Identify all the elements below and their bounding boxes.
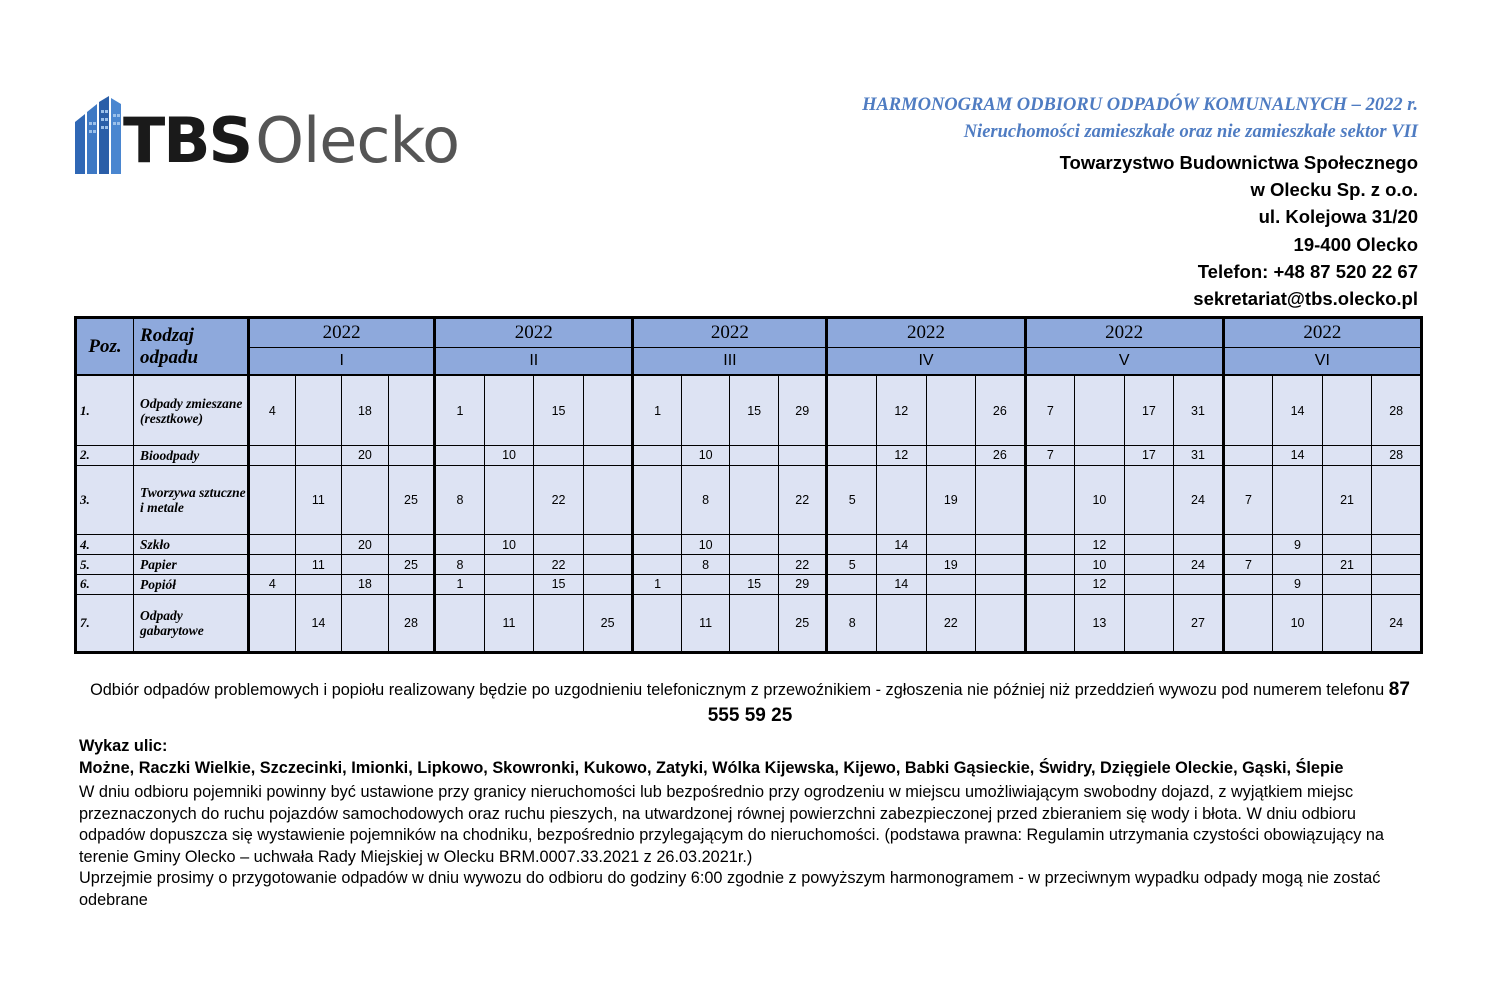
collection-date-cell: 14 [1273,375,1323,445]
collection-date-cell: 7 [1223,555,1273,575]
collection-date-cell [249,555,296,575]
collection-date-cell: 9 [1273,574,1323,594]
collection-date-cell [1322,535,1372,555]
table-row [76,574,1422,594]
collection-date-cell [633,594,682,652]
month-header: VI [1223,348,1421,376]
collection-date-cell [1124,555,1174,575]
collection-date-cell [730,555,779,575]
collection-date-cell: 14 [295,594,342,652]
collection-date-cell: 1 [633,375,682,445]
streets-heading: Wykaz ulic: [79,737,168,755]
table-row [76,555,1422,575]
row-number: 4. [76,535,134,555]
waste-type-name: Odpady zmieszane (resztkowe) [134,375,249,445]
collection-date-cell: 25 [388,465,435,535]
collection-date-cell: 18 [342,574,389,594]
collection-date-cell [633,555,682,575]
collection-date-cell [342,555,389,575]
collection-date-cell [342,465,389,535]
collection-date-cell [583,465,633,535]
collection-date-cell [1322,594,1372,652]
collection-rules [79,782,1409,912]
collection-date-cell [827,535,877,555]
collection-date-cell [976,535,1026,555]
schedule-title-line1: HARMONOGRAM ODBIORU ODPADÓW KOMUNALNYCH – 2022 r. [862,95,1418,115]
collection-date-cell: 22 [778,465,827,535]
collection-date-cell [1124,594,1174,652]
rules-paragraph-1: W dniu odbioru pojemniki powinny być ustawione przy granicy nieruchomości lub bezpośrednio przy ogrodzeniu w miejscu umożliwiającym swobodny dojazd, z wyjątkiem miejsc przeznaczonych do ruchu pojazdów samochodowych oraz ruchu pieszych, na utwardzonej równej powierzchni zabezpieczonej przed zbieraniem się wody i błota. W dniu odbioru odpadów dopuszcza się wystawienie pojemników na chodniku, bezpośrednio przylegającym do nieruchomości. (podstawa prawna: Regulamin utrzymania czystości obowiązujący na terenie Gminy Olecko – uchwała Rady Miejskiej w Olecku BRM.0007.33.2021 z 26.03.2021r.) [79,783,1384,866]
collection-date-cell [435,535,485,555]
collection-date-cell [633,535,682,555]
collection-date-cell: 31 [1174,375,1224,445]
collection-date-cell [730,535,779,555]
table-row [76,535,1422,555]
collection-date-cell [926,574,976,594]
collection-date-cell [877,594,927,652]
waste-type-name: Bioodpady [134,445,249,465]
collection-date-cell: 11 [681,594,730,652]
table-row [76,465,1422,535]
collection-date-cell: 19 [926,465,976,535]
table-row [76,445,1422,465]
poz-column-header: Poz. [76,318,134,376]
collection-date-cell [484,465,534,535]
collection-date-cell [1273,465,1323,535]
collection-date-cell [1322,375,1372,445]
collection-date-cell: 10 [681,535,730,555]
collection-date-cell: 11 [295,555,342,575]
collection-date-cell: 19 [926,555,976,575]
collection-date-cell [295,535,342,555]
waste-type-name: Papier [134,555,249,575]
collection-date-cell: 4 [249,574,296,594]
collection-date-cell [484,375,534,445]
collection-date-cell [484,574,534,594]
collection-date-cell: 25 [583,594,633,652]
collection-date-cell [827,375,877,445]
collection-date-cell: 22 [778,555,827,575]
collection-date-cell [681,375,730,445]
collection-date-cell [1124,574,1174,594]
collection-date-cell: 27 [1174,594,1224,652]
collection-date-cell [1372,535,1422,555]
collection-date-cell: 5 [827,465,877,535]
collection-date-cell [388,375,435,445]
collection-date-cell [926,445,976,465]
waste-type-name: Szkło [134,535,249,555]
collection-date-cell [1223,594,1273,652]
collection-date-cell: 10 [484,535,534,555]
month-header: V [1025,348,1223,376]
collection-date-cell [1174,535,1224,555]
collection-date-cell: 22 [926,594,976,652]
collection-date-cell [827,574,877,594]
collection-date-cell: 24 [1174,465,1224,535]
tbs-logo [75,92,460,177]
collection-date-cell [388,445,435,465]
rules-paragraph-2: Uprzejmie prosimy o przygotowanie odpadów w dniu wywozu do odbioru do godziny 6:00 zgodnie z powyższym harmonogramem - w przeciwnym wypadku odpady mogą nie zostać odebrane [79,869,1381,909]
collection-date-cell [249,535,296,555]
year-header: 2022 [1025,318,1223,348]
collection-date-cell [249,445,296,465]
collection-date-cell: 24 [1372,594,1422,652]
notice-phone: 87 555 59 25 [707,679,1410,726]
collection-date-cell: 15 [534,375,584,445]
company-phone: Telefon: +48 87 520 22 67 [1197,260,1418,282]
collection-date-cell [926,375,976,445]
schedule-title-line2: Nieruchomości zamieszkałe oraz nie zamieszkałe sektor VII [963,122,1418,142]
collection-date-cell [1223,535,1273,555]
collection-date-cell: 10 [681,445,730,465]
waste-type-column-header: Rodzaj odpadu [134,318,249,376]
company-name-line2: w Olecku Sp. z o.o. [1250,179,1418,201]
collection-date-cell [1124,535,1174,555]
collection-date-cell [295,375,342,445]
collection-date-cell: 29 [778,375,827,445]
collection-date-cell [388,574,435,594]
collection-date-cell [583,555,633,575]
collection-date-cell: 10 [1075,555,1125,575]
collection-date-cell: 10 [1273,594,1323,652]
company-name-line1: Towarzystwo Budownictwa Społecznego [1059,152,1418,173]
collection-date-cell [1025,594,1075,652]
collection-date-cell [249,465,296,535]
collection-date-cell [1025,465,1075,535]
collection-date-cell: 11 [484,594,534,652]
collection-date-cell: 15 [730,574,779,594]
company-street: ul. Kolejowa 31/20 [1258,206,1418,228]
collection-date-cell [342,594,389,652]
collection-date-cell: 14 [877,535,927,555]
collection-date-cell [1223,574,1273,594]
logo-olecko-text: Olecko [255,104,460,177]
collection-date-cell [778,535,827,555]
collection-date-cell: 17 [1124,445,1174,465]
logo-tbs-text: TBS [123,104,252,177]
collection-date-cell [534,445,584,465]
collection-date-cell: 11 [295,465,342,535]
collection-date-cell [1223,445,1273,465]
collection-date-cell: 24 [1174,555,1224,575]
collection-date-cell [534,594,584,652]
collection-date-cell: 21 [1322,555,1372,575]
collection-date-cell: 22 [534,555,584,575]
collection-date-cell [295,445,342,465]
collection-date-cell [583,535,633,555]
collection-date-cell [1273,555,1323,575]
collection-date-cell: 21 [1322,465,1372,535]
collection-date-cell: 10 [484,445,534,465]
waste-type-name: Odpady gabarytowe [134,594,249,652]
collection-date-cell: 26 [976,445,1026,465]
collection-date-cell [976,594,1026,652]
collection-date-cell [1322,574,1372,594]
collection-date-cell: 8 [827,594,877,652]
collection-date-cell: 8 [435,465,485,535]
collection-date-cell: 10 [1075,465,1125,535]
collection-date-cell: 28 [1372,375,1422,445]
building-logo-icon [75,96,121,174]
table-header-years [76,318,1422,348]
notice-text: Odbiór odpadów problemowych i popiołu realizowany będzie po uzgodnieniu telefonicznym z przewoźnikiem - zgłoszenia nie później niż przeddzień wywozu pod numerem telefonu [90,681,1385,699]
year-header: 2022 [633,318,827,348]
company-info [1060,149,1418,312]
table-row [76,375,1422,445]
collection-date-cell [633,445,682,465]
collection-date-cell [633,465,682,535]
collection-date-cell: 14 [877,574,927,594]
collection-date-cell [926,535,976,555]
row-number: 5. [76,555,134,575]
collection-date-cell: 28 [388,594,435,652]
table-header-months [76,348,1422,376]
collection-date-cell: 7 [1025,375,1075,445]
collection-date-cell: 4 [249,375,296,445]
collection-date-cell [1372,465,1422,535]
collection-date-cell [1372,574,1422,594]
collection-date-cell: 22 [534,465,584,535]
collection-date-cell [295,574,342,594]
collection-date-cell [976,465,1026,535]
month-header: IV [827,348,1025,376]
waste-type-name: Popiół [134,574,249,594]
year-header: 2022 [435,318,633,348]
row-number: 6. [76,574,134,594]
collection-date-cell: 28 [1372,445,1422,465]
collection-date-cell [877,555,927,575]
company-city: 19-400 Olecko [1293,233,1418,255]
collection-date-cell: 1 [435,574,485,594]
collection-date-cell: 13 [1075,594,1125,652]
month-header: II [435,348,633,376]
table-row [76,594,1422,652]
year-header: 2022 [249,318,435,348]
row-number: 1. [76,375,134,445]
collection-date-cell [730,594,779,652]
collection-date-cell: 15 [730,375,779,445]
collection-date-cell: 5 [827,555,877,575]
collection-date-cell: 26 [976,375,1026,445]
collection-date-cell: 31 [1174,445,1224,465]
collection-date-cell: 25 [388,555,435,575]
collection-date-cell: 20 [342,535,389,555]
collection-date-cell: 17 [1124,375,1174,445]
collection-date-cell [583,574,633,594]
row-number: 2. [76,445,134,465]
collection-date-cell [1025,535,1075,555]
row-number: 3. [76,465,134,535]
collection-date-cell: 14 [1273,445,1323,465]
schedule-title [862,92,1418,146]
collection-date-cell: 15 [534,574,584,594]
collection-date-cell [1372,555,1422,575]
collection-date-cell [1075,375,1125,445]
collection-date-cell: 12 [1075,535,1125,555]
streets-list: Możne, Raczki Wielkie, Szczecinki, Imionki, Lipkowo, Skowronki, Kukowo, Zatyki, Wólka Kijewska, Kijewo, Babki Gąsieckie, Świdry, Dzięgiele Oleckie, Gąski, Ślepie [79,759,1344,777]
collection-date-cell [1322,445,1372,465]
collection-date-cell [681,574,730,594]
collection-date-cell: 12 [877,375,927,445]
year-header: 2022 [1223,318,1421,348]
collection-date-cell [1124,465,1174,535]
row-number: 7. [76,594,134,652]
month-header: III [633,348,827,376]
collection-date-cell: 29 [778,574,827,594]
collection-date-cell [484,555,534,575]
collection-date-cell [976,555,1026,575]
collection-date-cell [1025,574,1075,594]
collection-date-cell: 7 [1025,445,1075,465]
collection-date-cell: 18 [342,375,389,445]
collection-date-cell: 12 [1075,574,1125,594]
month-header: I [249,348,435,376]
problem-waste-notice [80,677,1420,729]
collection-date-cell [388,535,435,555]
collection-date-cell [827,445,877,465]
collection-date-cell [730,445,779,465]
collection-date-cell [249,594,296,652]
collection-date-cell [583,375,633,445]
collection-date-cell: 8 [681,555,730,575]
collection-date-cell: 7 [1223,465,1273,535]
collection-date-cell [435,445,485,465]
collection-date-cell: 8 [681,465,730,535]
collection-date-cell: 1 [435,375,485,445]
company-email: sekretariat@tbs.olecko.pl [1193,288,1418,310]
collection-date-cell [534,535,584,555]
collection-date-cell: 25 [778,594,827,652]
collection-date-cell: 12 [877,445,927,465]
collection-date-cell [778,445,827,465]
waste-type-name: Tworzywa sztuczne i metale [134,465,249,535]
collection-date-cell: 9 [1273,535,1323,555]
collection-date-cell [583,445,633,465]
collection-date-cell [435,594,485,652]
collection-date-cell [976,574,1026,594]
collection-date-cell: 1 [633,574,682,594]
collection-date-cell [877,465,927,535]
collection-date-cell [1075,445,1125,465]
collection-date-cell [1223,375,1273,445]
collection-date-cell: 8 [435,555,485,575]
collection-date-cell: 20 [342,445,389,465]
collection-date-cell [1174,574,1224,594]
year-header: 2022 [827,318,1025,348]
collection-date-cell [1025,555,1075,575]
collection-schedule-table [74,316,1423,654]
collection-date-cell [730,465,779,535]
